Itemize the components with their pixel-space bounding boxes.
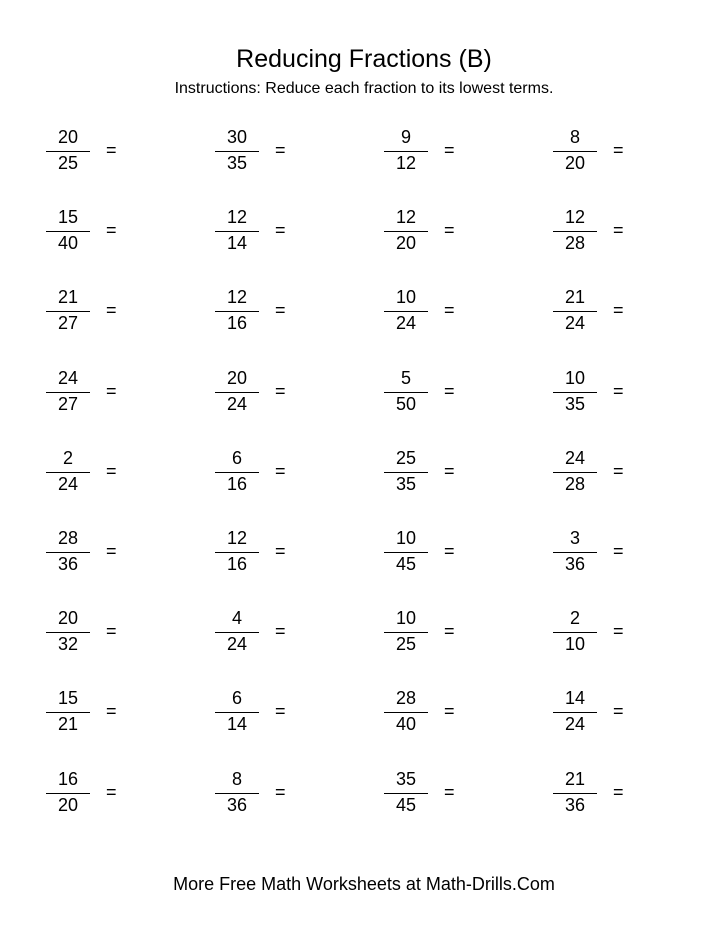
fraction-numerator: 5: [400, 368, 411, 388]
fraction-denominator: 24: [226, 394, 248, 414]
fraction-bar: [384, 392, 428, 393]
fraction-denominator: 32: [57, 634, 79, 654]
equals-sign: =: [106, 140, 117, 160]
fraction-numerator: 10: [395, 287, 417, 307]
equals-sign: =: [444, 220, 455, 240]
fraction-bar: [215, 552, 259, 553]
worksheet-title: Reducing Fractions (B): [236, 45, 492, 73]
fraction-denominator: 25: [395, 634, 417, 654]
fraction-problem: [46, 368, 136, 424]
fraction-numerator: 14: [564, 688, 586, 708]
equals-sign: =: [275, 300, 286, 320]
fraction-numerator: 20: [226, 368, 248, 388]
fraction-numerator: 2: [569, 608, 580, 628]
fraction-bar: [384, 151, 428, 152]
equals-sign: =: [444, 701, 455, 721]
equals-sign: =: [613, 701, 624, 721]
fraction-denominator: 28: [564, 233, 586, 253]
fraction-bar: [553, 311, 597, 312]
equals-sign: =: [613, 461, 624, 481]
fraction-bar: [215, 632, 259, 633]
fraction-problem: [215, 528, 305, 584]
fraction-numerator: 20: [57, 127, 79, 147]
fraction-problem: [215, 608, 305, 664]
fraction-denominator: 24: [57, 474, 79, 494]
fraction-denominator: 25: [57, 153, 79, 173]
fraction-denominator: 24: [564, 313, 586, 333]
fraction-numerator: 2: [62, 448, 73, 468]
fraction-denominator: 14: [226, 233, 248, 253]
fraction-denominator: 35: [395, 474, 417, 494]
fraction-numerator: 28: [395, 688, 417, 708]
equals-sign: =: [106, 381, 117, 401]
fraction-denominator: 24: [395, 313, 417, 333]
fraction-denominator: 40: [395, 714, 417, 734]
fraction-bar: [46, 632, 90, 633]
fraction-problem: [553, 769, 643, 825]
fraction-bar: [46, 712, 90, 713]
fraction-numerator: 21: [564, 769, 586, 789]
fraction-bar: [384, 793, 428, 794]
fraction-numerator: 35: [395, 769, 417, 789]
fraction-denominator: 16: [226, 554, 248, 574]
fraction-bar: [215, 231, 259, 232]
fraction-denominator: 36: [564, 554, 586, 574]
fraction-bar: [384, 472, 428, 473]
fraction-bar: [553, 552, 597, 553]
fraction-denominator: 35: [564, 394, 586, 414]
fraction-problem: [384, 769, 474, 825]
equals-sign: =: [444, 782, 455, 802]
fraction-problem: [384, 368, 474, 424]
fraction-denominator: 45: [395, 795, 417, 815]
equals-sign: =: [613, 381, 624, 401]
fraction-bar: [215, 472, 259, 473]
fraction-problem: [384, 528, 474, 584]
fraction-problem: [384, 207, 474, 263]
fraction-problem: [553, 528, 643, 584]
fraction-problem: [384, 448, 474, 504]
fraction-problem: [553, 127, 643, 183]
fraction-numerator: 28: [57, 528, 79, 548]
fraction-problem: [384, 287, 474, 343]
equals-sign: =: [444, 461, 455, 481]
fraction-denominator: 20: [57, 795, 79, 815]
fraction-numerator: 3: [569, 528, 580, 548]
fraction-numerator: 12: [226, 287, 248, 307]
fraction-numerator: 21: [57, 287, 79, 307]
fraction-bar: [553, 472, 597, 473]
fraction-denominator: 36: [564, 795, 586, 815]
fraction-denominator: 50: [395, 394, 417, 414]
fraction-problem: [46, 769, 136, 825]
equals-sign: =: [275, 220, 286, 240]
fraction-numerator: 12: [226, 528, 248, 548]
fraction-problem: [46, 528, 136, 584]
fraction-problem: [46, 207, 136, 263]
equals-sign: =: [106, 541, 117, 561]
equals-sign: =: [106, 220, 117, 240]
fraction-numerator: 15: [57, 207, 79, 227]
fraction-denominator: 20: [395, 233, 417, 253]
fraction-denominator: 16: [226, 313, 248, 333]
fraction-problem: [46, 688, 136, 744]
fraction-bar: [46, 151, 90, 152]
fraction-problem: [384, 127, 474, 183]
worksheet-instructions: Instructions: Reduce each fraction to its lowest terms.: [174, 80, 554, 97]
equals-sign: =: [444, 381, 455, 401]
fraction-bar: [553, 231, 597, 232]
fraction-denominator: 36: [57, 554, 79, 574]
fraction-problem: [553, 287, 643, 343]
fraction-denominator: 12: [395, 153, 417, 173]
fraction-numerator: 9: [400, 127, 411, 147]
fraction-problem: [384, 688, 474, 744]
fraction-numerator: 20: [57, 608, 79, 628]
fraction-denominator: 27: [57, 394, 79, 414]
equals-sign: =: [613, 140, 624, 160]
fraction-bar: [553, 151, 597, 152]
fraction-denominator: 35: [226, 153, 248, 173]
fraction-denominator: 40: [57, 233, 79, 253]
fraction-problem: [215, 368, 305, 424]
fraction-problem: [46, 448, 136, 504]
fraction-numerator: 24: [564, 448, 586, 468]
equals-sign: =: [275, 461, 286, 481]
fraction-numerator: 21: [564, 287, 586, 307]
equals-sign: =: [275, 541, 286, 561]
fraction-numerator: 8: [569, 127, 580, 147]
equals-sign: =: [613, 220, 624, 240]
equals-sign: =: [106, 701, 117, 721]
fraction-denominator: 36: [226, 795, 248, 815]
fraction-bar: [384, 552, 428, 553]
fraction-numerator: 10: [395, 528, 417, 548]
fraction-numerator: 15: [57, 688, 79, 708]
fraction-bar: [384, 712, 428, 713]
fraction-bar: [553, 632, 597, 633]
equals-sign: =: [444, 140, 455, 160]
equals-sign: =: [275, 621, 286, 641]
equals-sign: =: [106, 782, 117, 802]
fraction-numerator: 6: [231, 448, 242, 468]
fraction-bar: [215, 712, 259, 713]
fraction-numerator: 4: [231, 608, 242, 628]
fraction-numerator: 24: [57, 368, 79, 388]
fraction-problem: [215, 688, 305, 744]
equals-sign: =: [613, 621, 624, 641]
equals-sign: =: [106, 300, 117, 320]
fraction-problem: [46, 127, 136, 183]
fraction-bar: [384, 632, 428, 633]
fraction-denominator: 45: [395, 554, 417, 574]
fraction-problem: [384, 608, 474, 664]
fraction-bar: [46, 392, 90, 393]
fraction-bar: [215, 151, 259, 152]
fraction-bar: [46, 311, 90, 312]
fraction-denominator: 21: [57, 714, 79, 734]
equals-sign: =: [106, 621, 117, 641]
fraction-numerator: 10: [395, 608, 417, 628]
fraction-numerator: 12: [226, 207, 248, 227]
equals-sign: =: [613, 541, 624, 561]
fraction-denominator: 10: [564, 634, 586, 654]
fraction-numerator: 30: [226, 127, 248, 147]
fraction-bar: [553, 712, 597, 713]
fraction-bar: [553, 793, 597, 794]
equals-sign: =: [444, 621, 455, 641]
fraction-bar: [215, 392, 259, 393]
fraction-denominator: 24: [564, 714, 586, 734]
fraction-numerator: 12: [395, 207, 417, 227]
fraction-problem: [553, 368, 643, 424]
fraction-problem: [553, 207, 643, 263]
fraction-problem: [553, 688, 643, 744]
fraction-denominator: 20: [564, 153, 586, 173]
equals-sign: =: [613, 782, 624, 802]
fraction-denominator: 28: [564, 474, 586, 494]
fraction-bar: [384, 311, 428, 312]
equals-sign: =: [275, 381, 286, 401]
fraction-bar: [384, 231, 428, 232]
fraction-denominator: 24: [226, 634, 248, 654]
fraction-numerator: 8: [231, 769, 242, 789]
fraction-bar: [46, 552, 90, 553]
fraction-numerator: 6: [231, 688, 242, 708]
fraction-denominator: 16: [226, 474, 248, 494]
fraction-bar: [553, 392, 597, 393]
fraction-bar: [46, 793, 90, 794]
fraction-problem: [46, 608, 136, 664]
fraction-problem: [215, 127, 305, 183]
fraction-problem: [215, 769, 305, 825]
fraction-bar: [215, 311, 259, 312]
fraction-bar: [46, 472, 90, 473]
fraction-problem: [215, 207, 305, 263]
equals-sign: =: [613, 300, 624, 320]
fraction-denominator: 27: [57, 313, 79, 333]
fraction-problem: [553, 448, 643, 504]
fraction-problem: [553, 608, 643, 664]
equals-sign: =: [275, 140, 286, 160]
equals-sign: =: [444, 541, 455, 561]
equals-sign: =: [444, 300, 455, 320]
fraction-numerator: 10: [564, 368, 586, 388]
fraction-bar: [46, 231, 90, 232]
equals-sign: =: [106, 461, 117, 481]
fraction-numerator: 25: [395, 448, 417, 468]
equals-sign: =: [275, 782, 286, 802]
fraction-problem: [215, 287, 305, 343]
fraction-denominator: 14: [226, 714, 248, 734]
fraction-numerator: 16: [57, 769, 79, 789]
worksheet-footer: More Free Math Worksheets at Math-Drills.Com: [173, 874, 555, 894]
fraction-problem: [215, 448, 305, 504]
fraction-numerator: 12: [564, 207, 586, 227]
equals-sign: =: [275, 701, 286, 721]
fraction-bar: [215, 793, 259, 794]
fraction-problem: [46, 287, 136, 343]
